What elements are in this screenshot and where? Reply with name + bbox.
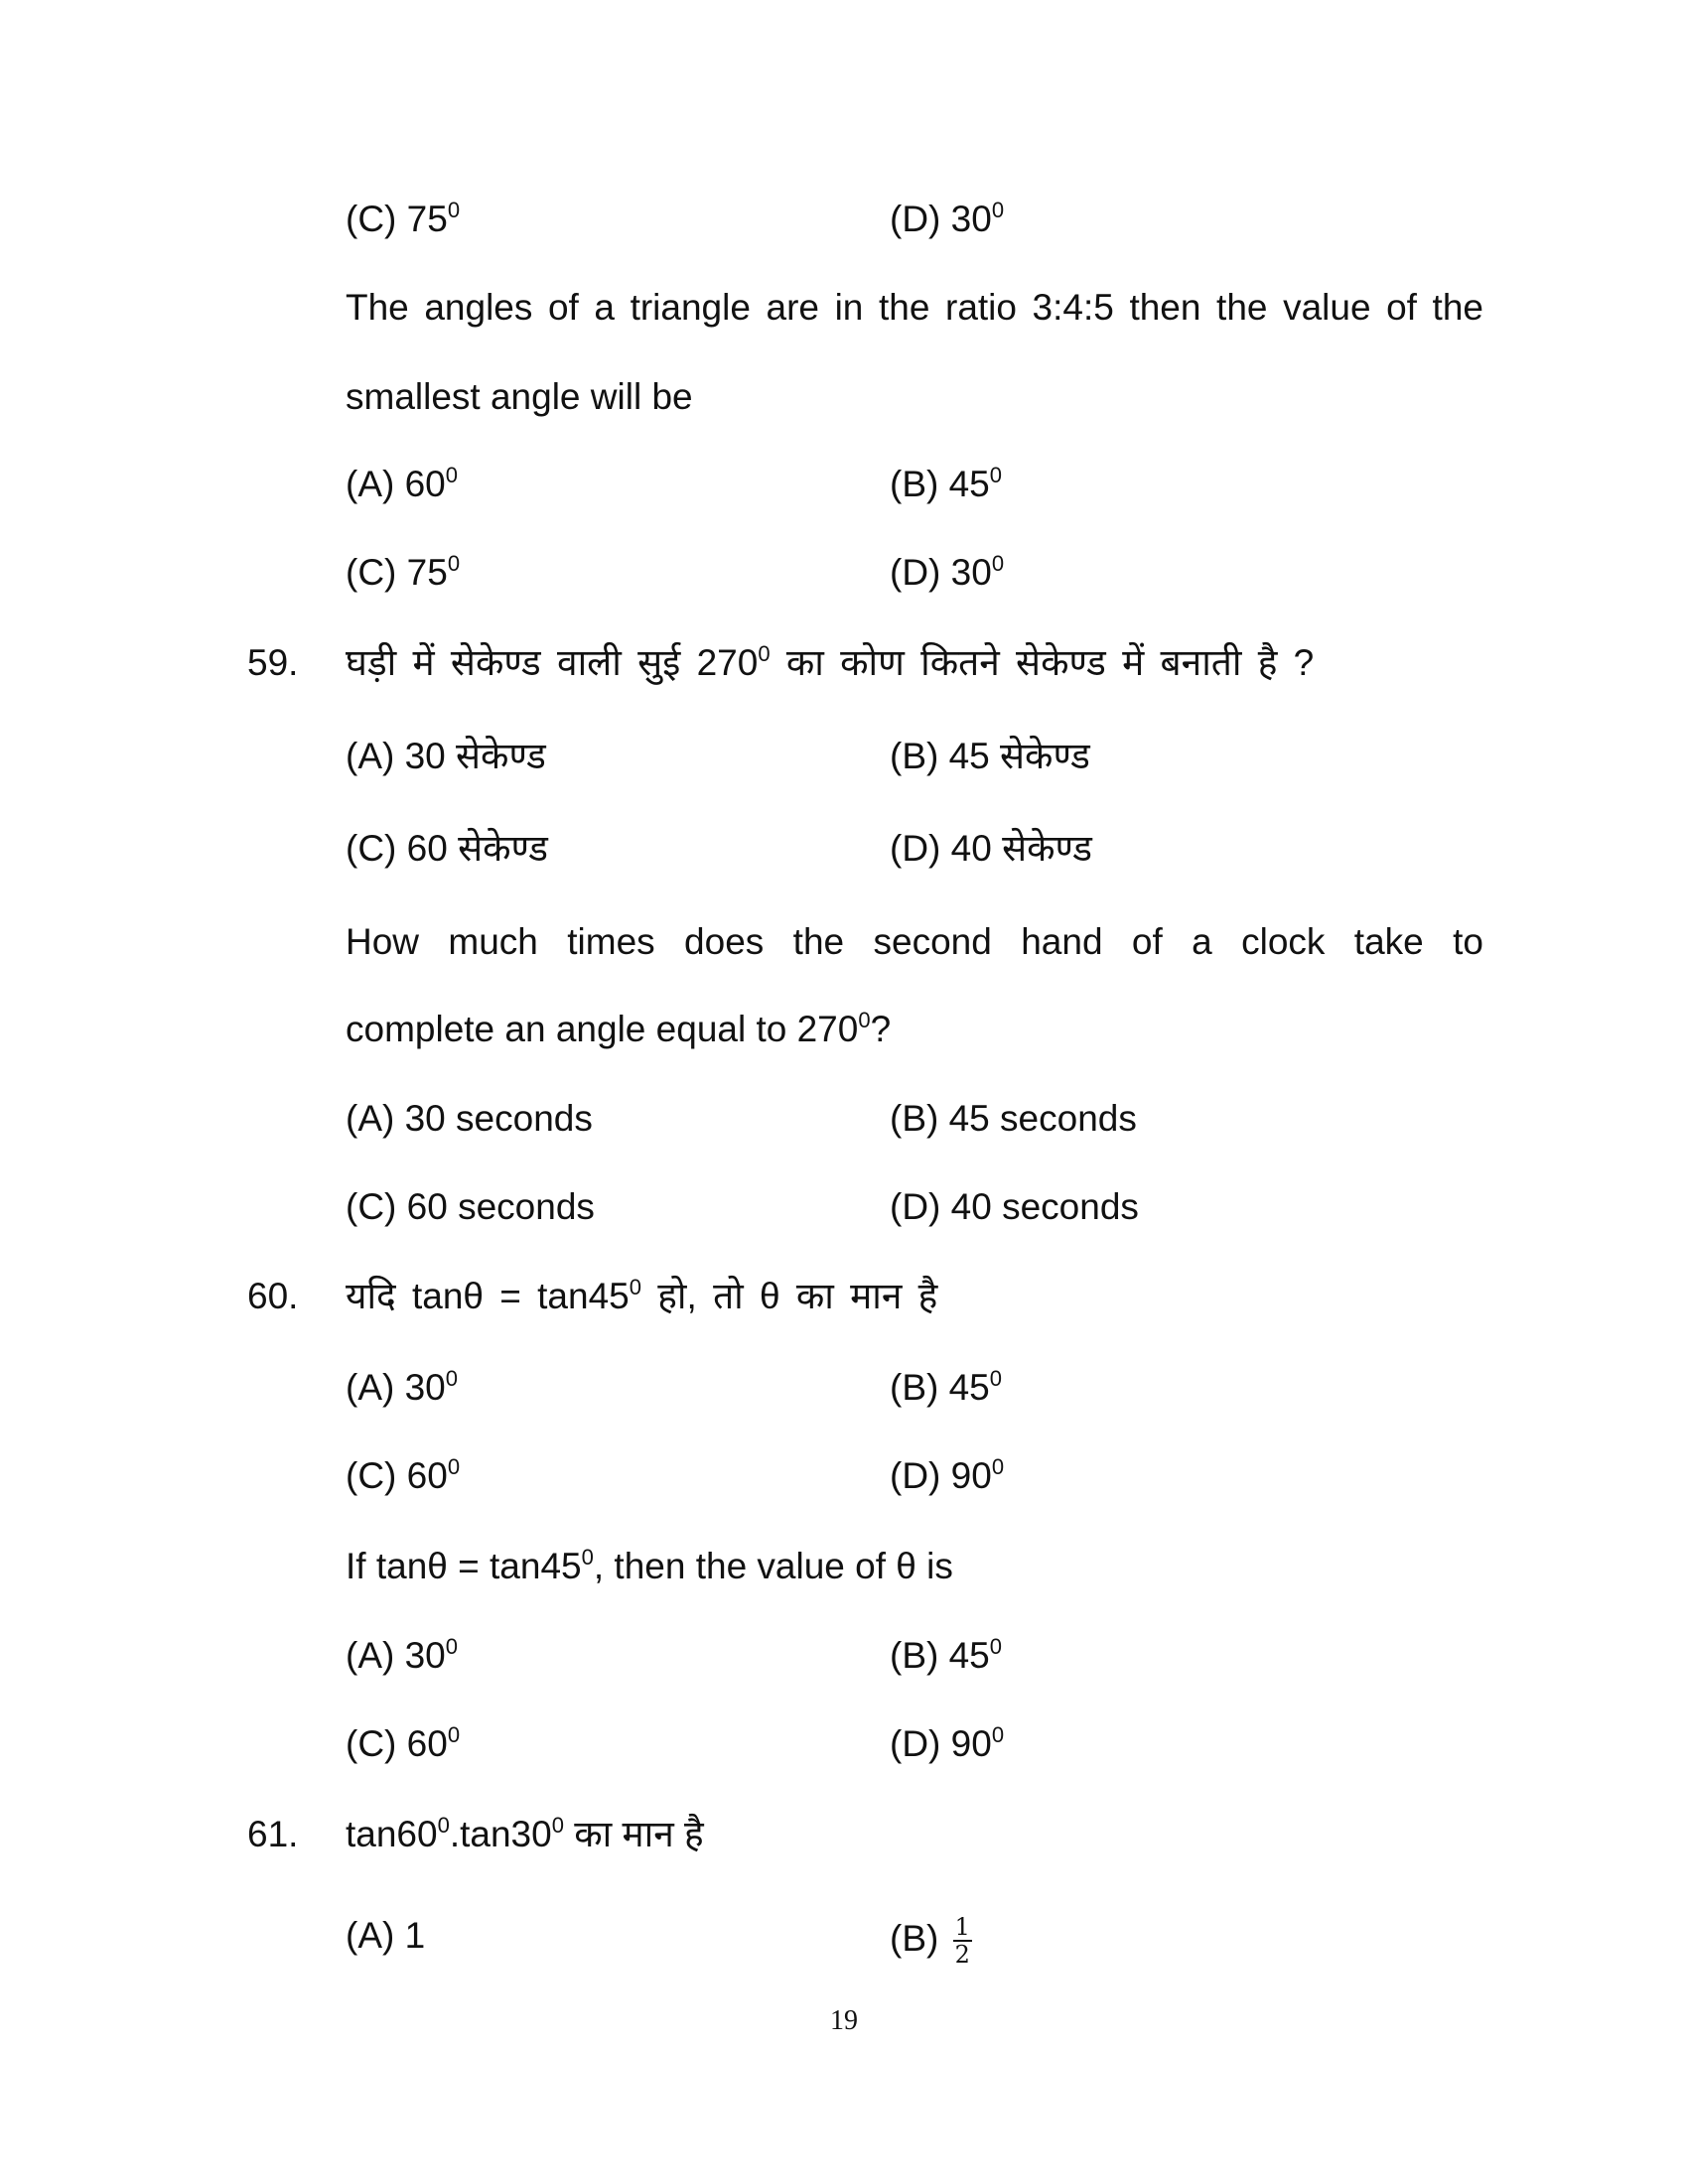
option-b: (B) $45^0$: [890, 1366, 1003, 1408]
option-c: (C) $60^0$: [346, 1722, 461, 1764]
question-text-english-cont: smallest angle will be: [346, 376, 693, 417]
question-text-english-cont: complete an angle equal to $270^0$?: [346, 1008, 892, 1049]
question-number: 60.: [247, 1276, 299, 1316]
question-text-english: The angles of a triangle are in the ratio 3:4:5 then the value of the: [346, 287, 1483, 328]
fraction: $\frac{1}{2}$: [954, 1913, 970, 1969]
option-c: (C) $75^0$: [346, 551, 461, 593]
option-a: (A) $30^0$: [346, 1366, 459, 1408]
option-a: (A) 30 सेकेण्ड: [346, 736, 546, 776]
option-c: (C) 60 सेकेण्ड: [346, 828, 548, 869]
question-text-hindi: $\tan 60^0.\tan 30^0$ का मान है: [346, 1813, 704, 1854]
question-text-hindi: घड़ी में सेकेण्ड वाली सुई $270^0$ का कोण कितने सेकेण्ड में बनाती है ?: [346, 641, 1315, 683]
option-d: (D) $30^0$: [890, 551, 1005, 593]
option-d: (D) $90^0$: [890, 1454, 1005, 1496]
option-a: (A) 30 seconds: [346, 1098, 593, 1139]
option-b: (B) $45^0$: [890, 463, 1003, 504]
option-c: (C) $75^0$: [346, 198, 461, 239]
option-c: (C) 60 seconds: [346, 1186, 595, 1227]
option-d: (D) 40 seconds: [890, 1186, 1139, 1227]
option-b: (B) 45 सेकेण्ड: [890, 736, 1090, 776]
option-a: (A) $60^0$: [346, 463, 459, 504]
question-number: 61.: [247, 1814, 299, 1854]
page-number: 19: [830, 2005, 858, 2036]
question-text-english: How much times does the second hand of a clock take to: [346, 921, 1483, 962]
option-b: (B) $\frac{1}{2}$: [890, 1913, 970, 1969]
question-text-hindi: यदि $\tan\theta = \tan 45^0$ हो, तो θ का मान है: [346, 1275, 938, 1316]
question-number: 59.: [247, 642, 299, 683]
option-b: (B) $45^0$: [890, 1634, 1003, 1676]
option-a: (A) $30^0$: [346, 1634, 459, 1676]
option-a: (A) 1: [346, 1915, 426, 1956]
option-c: (C) $60^0$: [346, 1454, 461, 1496]
option-d: (D) 40 सेकेण्ड: [890, 828, 1092, 869]
option-d: (D) $30^0$: [890, 198, 1005, 239]
option-b: (B) 45 seconds: [890, 1098, 1137, 1139]
question-text-english: If $\tan\theta = \tan 45^0$, then the value of θ is: [346, 1545, 953, 1586]
option-d: (D) $90^0$: [890, 1722, 1005, 1764]
